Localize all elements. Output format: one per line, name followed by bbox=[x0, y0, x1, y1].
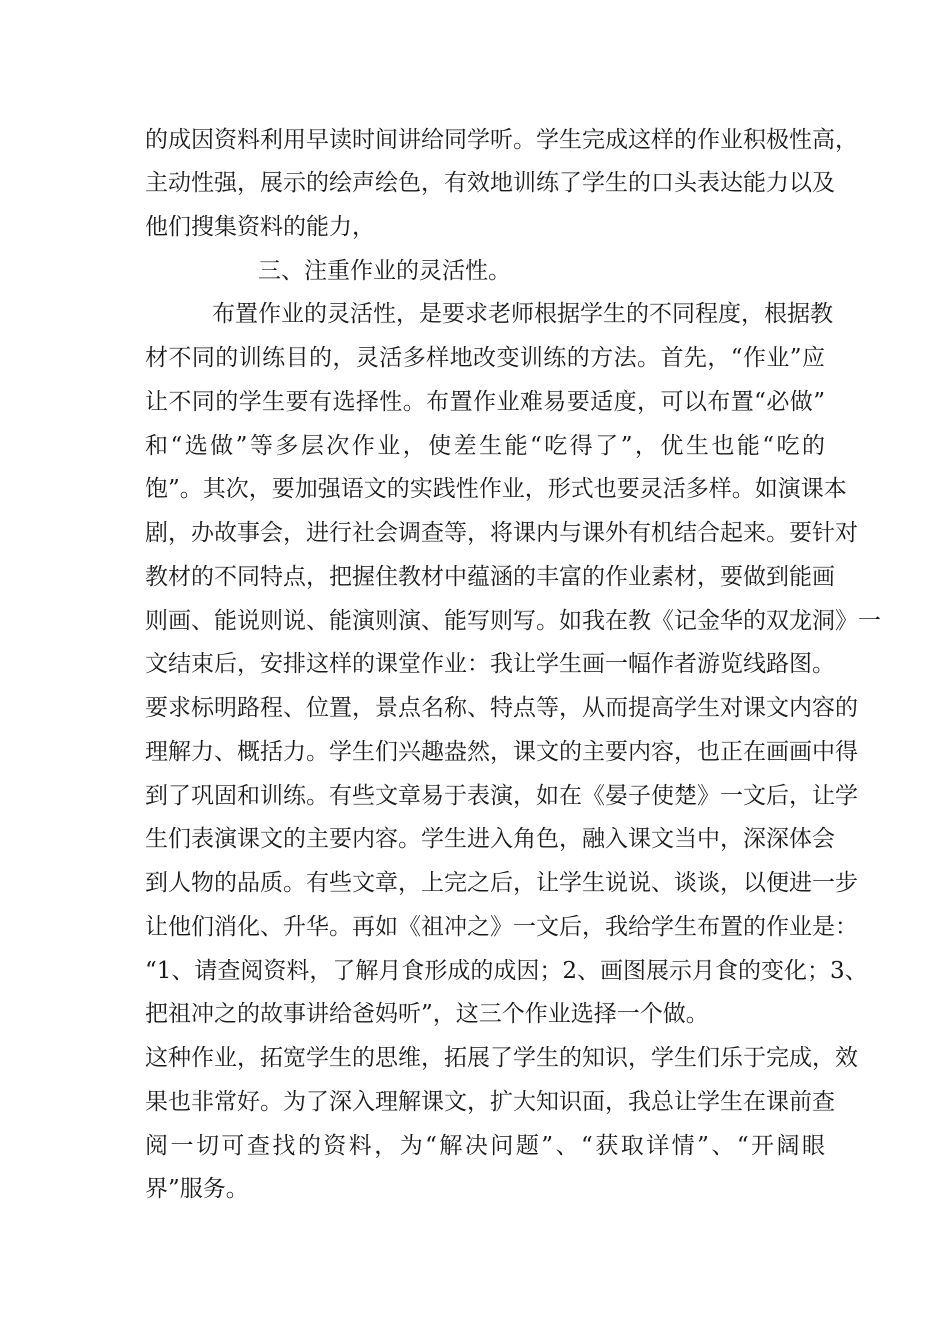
text-line: 界”服务。 bbox=[145, 1176, 249, 1202]
text-line: 的成因资料利用早读时间讲给同学听。学生完成这样的作业积极性高， bbox=[145, 127, 858, 153]
text-line: 他们搜集资料的能力， bbox=[145, 214, 375, 240]
text-line: 让他们消化、升华。再如《祖冲之》一文后，我给学生布置的作业是： bbox=[145, 914, 858, 940]
text-line: 主动性强，展示的绘声绘色，有效地训练了学生的口头表达能力以及 bbox=[145, 170, 835, 196]
text-line: 果也非常好。为了深入理解课文，扩大知识面，我总让学生在课前查 bbox=[145, 1089, 835, 1115]
text-line: 要求标明路程、位置，景点名称、特点等，从而提高学生对课文内容的 bbox=[145, 695, 858, 721]
section-heading: 三、注重作业的灵活性。 bbox=[258, 258, 511, 284]
text-line: 文结束后，安排这样的课堂作业：我让学生画一幅作者游览线路图。 bbox=[145, 651, 835, 677]
text-line: 让不同的学生要有选择性。布置作业难易要适度，可以布置“必做” bbox=[145, 389, 825, 415]
text-line: 剧，办故事会，进行社会调查等，将课内与课外有机结合起来。要针对 bbox=[145, 520, 858, 546]
text-line: 材不同的训练目的，灵活多样地改变训练的方法。首先，“作业”应 bbox=[145, 345, 825, 371]
text-line: 和“选做”等多层次作业，使差生能“吃得了”，优生也能“吃的 bbox=[145, 433, 825, 459]
text-line: 这种作业，拓宽学生的思维，拓展了学生的知识，学生们乐于完成，效 bbox=[145, 1045, 858, 1071]
text-line: 理解力、概括力。学生们兴趣盎然，课文的主要内容，也正在画画中得 bbox=[145, 739, 858, 765]
text-line: 到人物的品质。有些文章，上完之后，让学生说说、谈谈，以便进一步 bbox=[145, 870, 858, 896]
text-line: “1、请查阅资料，了解月食形成的成因；2、画图展示月食的变化；3、 bbox=[145, 958, 868, 984]
text-line: 饱”。其次，要加强语文的实践性作业，形式也要灵活多样。如演课本 bbox=[145, 476, 847, 502]
text-line: 把祖冲之的故事讲给爸妈听”，这三个作业选择一个做。 bbox=[145, 1001, 709, 1027]
text-line: 生们表演课文的主要内容。学生进入角色，融入课文当中，深深体会 bbox=[145, 826, 835, 852]
text-line: 布置作业的灵活性，是要求老师根据学生的不同程度，根据教 bbox=[212, 301, 833, 327]
text-line: 阅一切可查找的资料，为“解决问题”、“获取详情”、“开阔眼 bbox=[145, 1133, 825, 1159]
text-line: 则画、能说则说、能演则演、能写则写。如我在教《记金华的双龙洞》一 bbox=[145, 608, 881, 634]
text-line: 教材的不同特点，把握住教材中蕴涵的丰富的作业素材，要做到能画 bbox=[145, 564, 835, 590]
text-line: 到了巩固和训练。有些文章易于表演，如在《晏子使楚》一文后，让学 bbox=[145, 783, 858, 809]
